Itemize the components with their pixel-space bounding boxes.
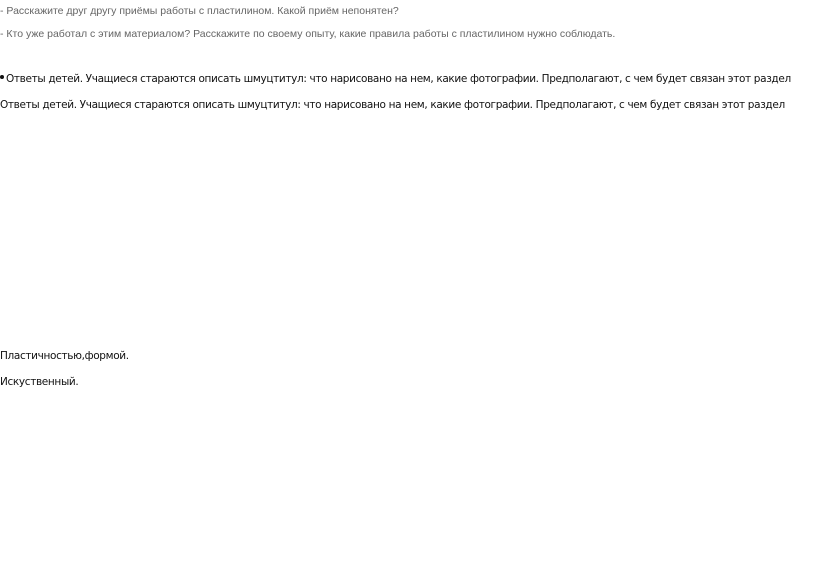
student-answer-text: Ответы детей. Учащиеся стараются описать шмуцтитул: что нарисовано на нем, какие фотографии. Предполагают, с чем будет связан этот раздел [6,73,791,85]
bullet-icon [0,75,4,79]
answer-artificial: Искуственный. [0,376,79,388]
answer-plasticity: Пластичностью,формой. [0,350,129,362]
student-answer-repeat: Ответы детей. Учащиеся стараются описать шмуцтитул: что нарисовано на нем, какие фотографии. Предполагают, с чем будет связан этот раздел [0,99,785,111]
bulleted-answer-line [0,73,791,85]
teacher-question-experience: - Кто уже работал с этим материалом? Расскажите по своему опыту, какие правила работы с пластилином нужно соблюдать. [0,28,616,40]
teacher-question-techniques: - Расскажите друг другу приёмы работы с пластилином. Какой приём непонятен? [0,5,399,17]
